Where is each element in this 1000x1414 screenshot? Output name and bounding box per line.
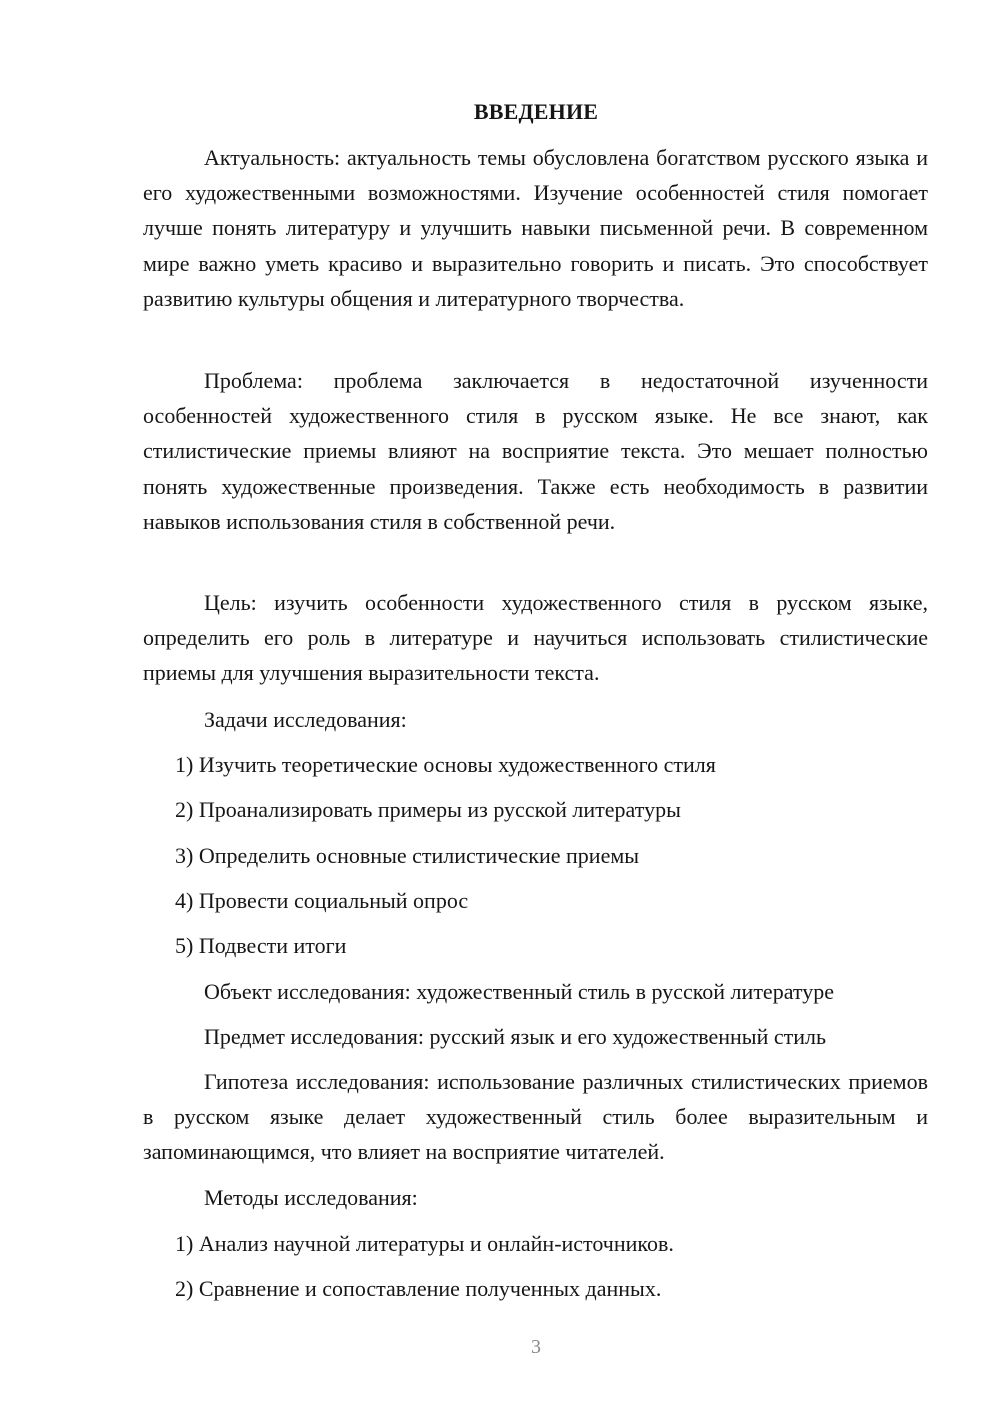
methods-heading: Методы исследования: — [204, 1185, 418, 1210]
goal-paragraph: Цель: изучить особенности художественного стиля в русском языке, определить его роль в литературе и научиться использовать стилистические приемы для улучшения выразительности текста. — [143, 590, 928, 686]
relevance-paragraph: Актуальность: актуальность темы обусловлена богатством русского языка и его художественными возможностями. Изучение особенностей стиля помогает лучше понять литературу и улучшить навыки письменной речи. В современном мире важно уметь красиво и выразительно говорить и писать. Это способствует развитию культуры общения и литературного творчества. — [143, 145, 928, 311]
tasks-heading: Задачи исследования: — [204, 707, 407, 732]
method-item: 1) Анализ научной литературы и онлайн-источников. — [175, 1231, 674, 1256]
section-title: ВВЕДЕНИЕ — [473, 99, 599, 124]
hypothesis-paragraph: Гипотеза исследования: использование различных стилистических приемов в русском языке делает художественный стиль более выразительным и запоминающимся, что влияет на восприятие читателей. — [143, 1069, 928, 1165]
research-object: Объект исследования: художественный стиль в русской литературе — [204, 979, 834, 1004]
task-item: 5) Подвести итоги — [175, 933, 347, 958]
task-item: 4) Провести социальный опрос — [175, 888, 469, 913]
task-item: 2) Проанализировать примеры из русской литературы — [175, 797, 681, 822]
problem-paragraph: Проблема: проблема заключается в недостаточной изученности особенностей художественного стиля в русском языке. Не все знают, как стилистические приемы влияют на восприятие текста. Это мешает полностью понять художественные произведения. Также есть необходимость в развитии навыков использования стиля в собственной речи. — [143, 368, 928, 534]
page-number: 3 — [531, 1336, 541, 1358]
research-subject: Предмет исследования: русский язык и его художественный стиль — [204, 1024, 827, 1049]
task-item: 3) Определить основные стилистические приемы — [175, 843, 640, 868]
method-item: 2) Сравнение и сопоставление полученных данных. — [175, 1276, 662, 1301]
task-item: 1) Изучить теоретические основы художественного стиля — [175, 752, 716, 777]
